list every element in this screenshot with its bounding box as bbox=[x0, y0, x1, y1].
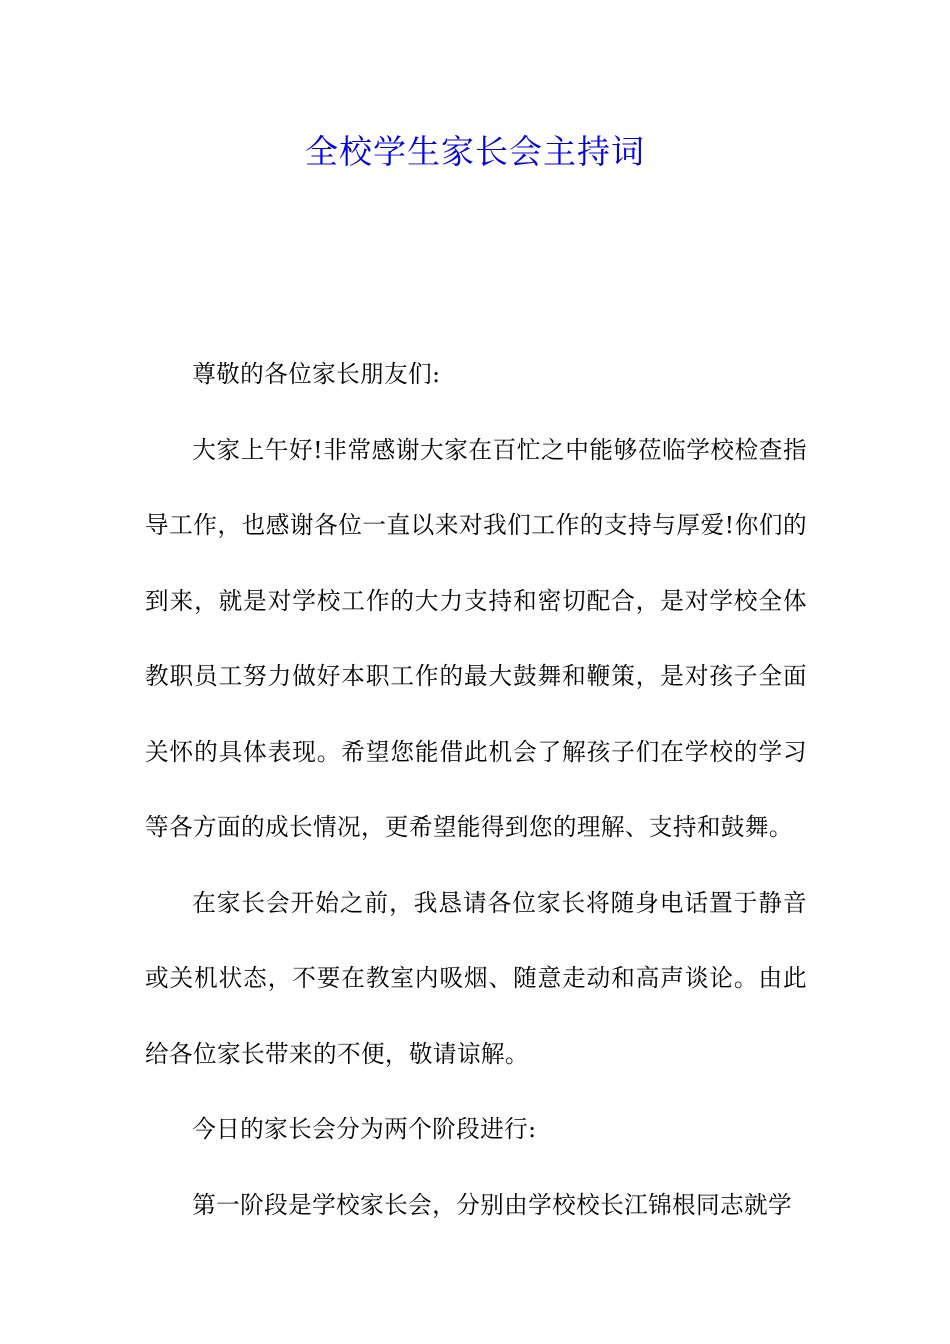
document-body bbox=[145, 337, 807, 1243]
paragraph-agenda: 今日的家长会分为两个阶段进行: bbox=[192, 1115, 537, 1143]
paragraph-welcome: 大家上午好!非常感谢大家在百忙之中能够莅临学校检查指导工作，也感谢各位一直以来对我们工作的支持与厚爱!你们的到来，就是对学校工作的大力支持和密切配合，是对学校全体教职员工努力做好本职工作的最大鼓舞和鞭策，是对孩子全面关怀的具体表现。希望您能借此机会了解孩子们在学校的学习等各方面的成长情况，更希望能得到您的理解、支持和鼓舞。 bbox=[145, 435, 807, 841]
paragraph-greeting: 尊敬的各位家长朋友们: bbox=[192, 360, 441, 388]
document-title: 全校学生家长会主持词 bbox=[305, 132, 645, 171]
paragraph-stage-one: 第一阶段是学校家长会，分别由学校校长江锦根同志就学 bbox=[192, 1190, 793, 1219]
paragraph-notice: 在家长会开始之前，我恳请各位家长将随身电话置于静音或关机状态，不要在教室内吸烟、随意走动和高声谈论。由此给各位家长带来的不便，敬请谅解。 bbox=[145, 888, 807, 1068]
